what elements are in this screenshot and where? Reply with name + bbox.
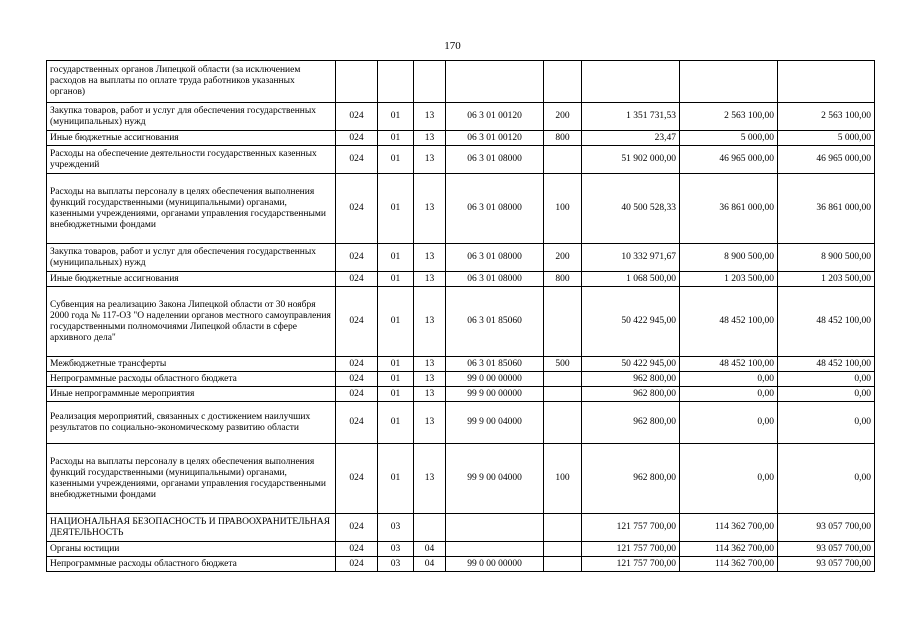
cell-gr: 024 <box>336 287 378 357</box>
cell-name: Иные бюджетные ассигнования <box>47 272 336 287</box>
cell-rz: 01 <box>378 287 414 357</box>
cell-sum-3: 0,00 <box>778 372 875 387</box>
cell-gr: 024 <box>336 542 378 557</box>
cell-pr: 04 <box>414 542 446 557</box>
cell-pr: 13 <box>414 402 446 444</box>
cell-rz: 01 <box>378 131 414 146</box>
cell-sum-1: 962 800,00 <box>582 444 680 514</box>
cell-vr <box>544 146 582 174</box>
cell-rz: 01 <box>378 174 414 244</box>
table-row <box>47 444 875 514</box>
cell-csr: 99 0 00 00000 <box>446 372 544 387</box>
cell-rz: 01 <box>378 103 414 131</box>
cell-rz <box>378 61 414 103</box>
cell-sum-3: 48 452 100,00 <box>778 287 875 357</box>
cell-sum-2: 114 362 700,00 <box>680 514 778 542</box>
cell-rz: 01 <box>378 444 414 514</box>
cell-sum-1: 40 500 528,33 <box>582 174 680 244</box>
cell-sum-3: 1 203 500,00 <box>778 272 875 287</box>
cell-pr: 13 <box>414 387 446 402</box>
cell-vr: 800 <box>544 272 582 287</box>
cell-sum-1: 121 757 700,00 <box>582 514 680 542</box>
table-row <box>47 542 875 557</box>
cell-sum-1: 962 800,00 <box>582 387 680 402</box>
cell-rz: 01 <box>378 372 414 387</box>
budget-table <box>46 60 875 572</box>
cell-csr: 06 3 01 85060 <box>446 287 544 357</box>
cell-sum-3: 48 452 100,00 <box>778 357 875 372</box>
cell-sum-2: 8 900 500,00 <box>680 244 778 272</box>
table-row <box>47 131 875 146</box>
cell-csr <box>446 514 544 542</box>
cell-csr: 06 3 01 00120 <box>446 103 544 131</box>
cell-sum-2: 0,00 <box>680 444 778 514</box>
cell-gr: 024 <box>336 557 378 572</box>
cell-name: Закупка товаров, работ и услуг для обеспечения государственных (муниципальных) нужд <box>47 103 336 131</box>
cell-sum-2: 36 861 000,00 <box>680 174 778 244</box>
cell-sum-3: 46 965 000,00 <box>778 146 875 174</box>
cell-csr: 99 9 00 00000 <box>446 387 544 402</box>
table-row <box>47 387 875 402</box>
cell-vr: 100 <box>544 174 582 244</box>
cell-name: Межбюджетные трансферты <box>47 357 336 372</box>
cell-sum-2: 2 563 100,00 <box>680 103 778 131</box>
cell-name: Органы юстиции <box>47 542 336 557</box>
cell-sum-3: 0,00 <box>778 387 875 402</box>
cell-csr: 06 3 01 00120 <box>446 131 544 146</box>
cell-sum-3: 93 057 700,00 <box>778 557 875 572</box>
table-row <box>47 514 875 542</box>
cell-pr: 13 <box>414 272 446 287</box>
cell-csr <box>446 61 544 103</box>
cell-csr: 06 3 01 08000 <box>446 272 544 287</box>
cell-sum-2: 46 965 000,00 <box>680 146 778 174</box>
cell-name: Закупка товаров, работ и услуг для обеспечения государственных (муниципальных) нужд <box>47 244 336 272</box>
cell-sum-1: 23,47 <box>582 131 680 146</box>
cell-pr <box>414 514 446 542</box>
table-row <box>47 287 875 357</box>
cell-vr: 200 <box>544 103 582 131</box>
cell-rz: 01 <box>378 387 414 402</box>
cell-sum-3: 0,00 <box>778 444 875 514</box>
cell-gr: 024 <box>336 402 378 444</box>
cell-sum-3: 2 563 100,00 <box>778 103 875 131</box>
cell-pr: 13 <box>414 174 446 244</box>
cell-sum-1: 50 422 945,00 <box>582 357 680 372</box>
cell-vr <box>544 387 582 402</box>
cell-rz: 03 <box>378 514 414 542</box>
cell-name: Иные непрограммные мероприятия <box>47 387 336 402</box>
cell-sum-2: 0,00 <box>680 387 778 402</box>
cell-name: Расходы на выплаты персоналу в целях обеспечения выполнения функций государственными (муниципальными) органами, казенными учреждениями, органами управления государственными внебюджетными фондами <box>47 444 336 514</box>
cell-gr: 024 <box>336 444 378 514</box>
cell-sum-1: 51 902 000,00 <box>582 146 680 174</box>
cell-pr: 13 <box>414 103 446 131</box>
cell-name: Расходы на обеспечение деятельности государственных казенных учреждений <box>47 146 336 174</box>
cell-csr: 99 0 00 00000 <box>446 557 544 572</box>
cell-vr <box>544 557 582 572</box>
cell-name: Непрограммные расходы областного бюджета <box>47 372 336 387</box>
cell-sum-2: 5 000,00 <box>680 131 778 146</box>
table-row <box>47 557 875 572</box>
cell-rz: 03 <box>378 542 414 557</box>
cell-rz: 01 <box>378 357 414 372</box>
cell-gr: 024 <box>336 244 378 272</box>
cell-rz: 03 <box>378 557 414 572</box>
cell-sum-1: 962 800,00 <box>582 402 680 444</box>
cell-vr: 800 <box>544 131 582 146</box>
cell-sum-2: 1 203 500,00 <box>680 272 778 287</box>
cell-csr <box>446 542 544 557</box>
cell-gr: 024 <box>336 174 378 244</box>
cell-pr: 13 <box>414 444 446 514</box>
cell-vr: 500 <box>544 357 582 372</box>
cell-gr: 024 <box>336 514 378 542</box>
cell-csr: 99 9 00 04000 <box>446 444 544 514</box>
cell-sum-2: 0,00 <box>680 402 778 444</box>
cell-gr: 024 <box>336 103 378 131</box>
cell-sum-3: 36 861 000,00 <box>778 174 875 244</box>
cell-pr: 13 <box>414 131 446 146</box>
cell-gr: 024 <box>336 131 378 146</box>
cell-sum-2 <box>680 61 778 103</box>
cell-name: Непрограммные расходы областного бюджета <box>47 557 336 572</box>
cell-gr: 024 <box>336 387 378 402</box>
cell-sum-1: 1 351 731,53 <box>582 103 680 131</box>
cell-csr: 06 3 01 08000 <box>446 244 544 272</box>
cell-sum-1: 50 422 945,00 <box>582 287 680 357</box>
page-number: 170 <box>444 40 461 52</box>
cell-sum-1 <box>582 61 680 103</box>
cell-vr: 200 <box>544 244 582 272</box>
cell-sum-2: 48 452 100,00 <box>680 357 778 372</box>
cell-vr <box>544 542 582 557</box>
table-row <box>47 61 875 103</box>
cell-gr: 024 <box>336 357 378 372</box>
cell-sum-3 <box>778 61 875 103</box>
cell-sum-1: 10 332 971,67 <box>582 244 680 272</box>
cell-pr: 13 <box>414 287 446 357</box>
cell-name: Расходы на выплаты персоналу в целях обеспечения выполнения функций государственными (муниципальными) органами, казенными учреждениями, органами управления государственными внебюджетными фондами <box>47 174 336 244</box>
cell-sum-2: 114 362 700,00 <box>680 557 778 572</box>
cell-gr: 024 <box>336 146 378 174</box>
cell-csr: 99 9 00 04000 <box>446 402 544 444</box>
cell-pr <box>414 61 446 103</box>
cell-sum-2: 114 362 700,00 <box>680 542 778 557</box>
cell-pr: 13 <box>414 372 446 387</box>
cell-pr: 13 <box>414 357 446 372</box>
cell-csr: 06 3 01 08000 <box>446 174 544 244</box>
table-row <box>47 272 875 287</box>
cell-gr: 024 <box>336 272 378 287</box>
cell-csr: 06 3 01 08000 <box>446 146 544 174</box>
cell-vr <box>544 372 582 387</box>
table-row <box>47 174 875 244</box>
cell-vr <box>544 402 582 444</box>
cell-sum-2: 0,00 <box>680 372 778 387</box>
cell-vr <box>544 287 582 357</box>
table-row <box>47 402 875 444</box>
table-row <box>47 146 875 174</box>
cell-vr <box>544 61 582 103</box>
cell-sum-1: 121 757 700,00 <box>582 542 680 557</box>
cell-sum-3: 93 057 700,00 <box>778 514 875 542</box>
cell-gr <box>336 61 378 103</box>
cell-name: Реализация мероприятий, связанных с достижением наилучших результатов по социально-экономическому развитию области <box>47 402 336 444</box>
cell-rz: 01 <box>378 402 414 444</box>
cell-sum-2: 48 452 100,00 <box>680 287 778 357</box>
table-row <box>47 372 875 387</box>
cell-sum-3: 93 057 700,00 <box>778 542 875 557</box>
table-row <box>47 244 875 272</box>
cell-sum-3: 5 000,00 <box>778 131 875 146</box>
cell-name: Иные бюджетные ассигнования <box>47 131 336 146</box>
cell-csr: 06 3 01 85060 <box>446 357 544 372</box>
cell-rz: 01 <box>378 244 414 272</box>
cell-rz: 01 <box>378 146 414 174</box>
cell-vr <box>544 514 582 542</box>
cell-vr: 100 <box>544 444 582 514</box>
cell-sum-1: 1 068 500,00 <box>582 272 680 287</box>
table-row <box>47 357 875 372</box>
cell-pr: 13 <box>414 146 446 174</box>
table-row <box>47 103 875 131</box>
cell-sum-1: 121 757 700,00 <box>582 557 680 572</box>
cell-rz: 01 <box>378 272 414 287</box>
cell-sum-3: 0,00 <box>778 402 875 444</box>
cell-name: государственных органов Липецкой области (за исключением расходов на выплаты по оплате труда работников указанных органов) <box>47 61 336 103</box>
cell-sum-3: 8 900 500,00 <box>778 244 875 272</box>
cell-pr: 13 <box>414 244 446 272</box>
cell-name: Субвенция на реализацию Закона Липецкой области от 30 ноября 2000 года № 117-ОЗ "О наделении органов местного самоуправления государственными полномочиями Липецкой области в сфере архивного дела" <box>47 287 336 357</box>
cell-name: НАЦИОНАЛЬНАЯ БЕЗОПАСНОСТЬ И ПРАВООХРАНИТЕЛЬНАЯ ДЕЯТЕЛЬНОСТЬ <box>47 514 336 542</box>
cell-sum-1: 962 800,00 <box>582 372 680 387</box>
cell-gr: 024 <box>336 372 378 387</box>
cell-pr: 04 <box>414 557 446 572</box>
